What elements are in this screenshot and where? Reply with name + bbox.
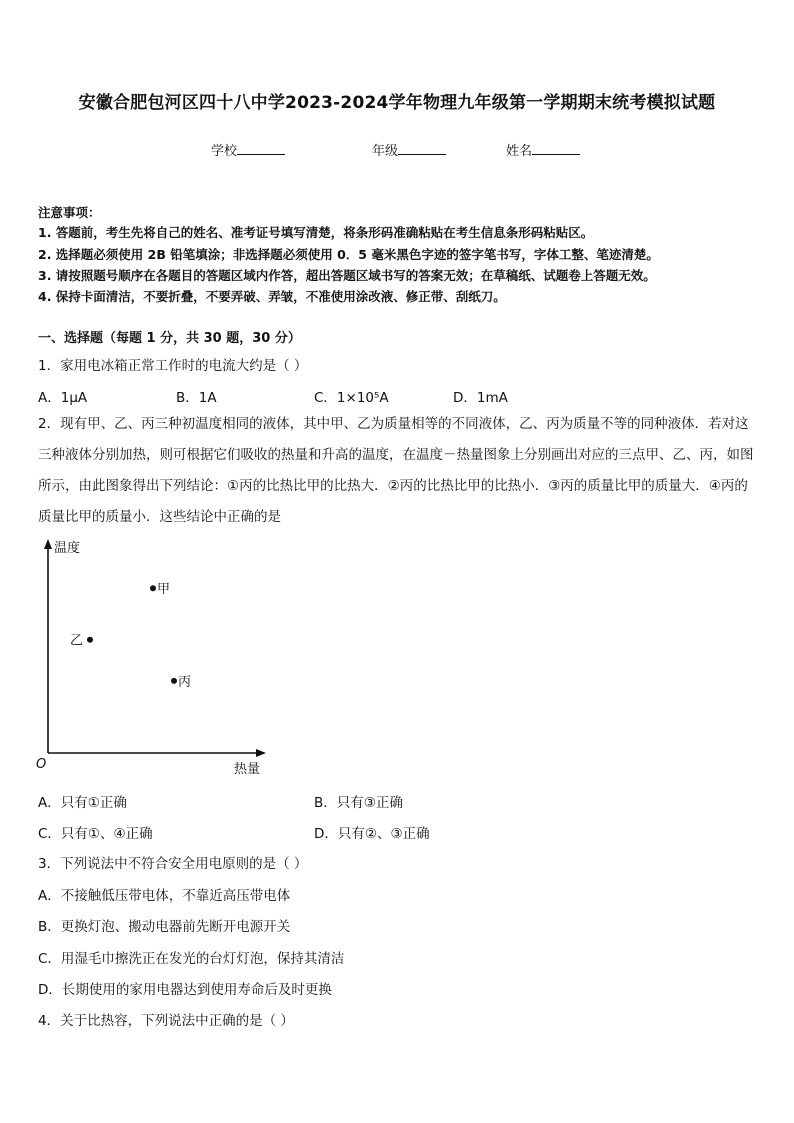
grade-blank[interactable] <box>398 141 446 155</box>
data-point-label: 丙 <box>178 674 192 690</box>
page-title: 安徽合肥包河区四十八中学2023-2024学年物理九年级第一学期期末统考模拟试题 <box>78 93 716 113</box>
grade-label: 年级 <box>372 144 399 159</box>
school-blank[interactable] <box>237 141 285 155</box>
y-axis-label: 温度 <box>54 541 81 556</box>
question-1-stem: 1．家用电冰箱正常工作时的电流大约是（ ） <box>38 358 308 374</box>
data-point-label: 甲 <box>157 582 171 598</box>
question-1-option-b: B．1A <box>176 390 217 406</box>
note-item: 4. 保持卡面清洁，不要折叠，不要弄破、弄皱，不准使用涂改液、修正带、刮纸刀。 <box>38 289 506 304</box>
temperature-heat-chart <box>34 535 284 780</box>
school-label: 学校 <box>211 144 238 159</box>
name-label: 姓名 <box>506 144 533 159</box>
question-2-option-b: B．只有③正确 <box>314 795 403 811</box>
x-axis-arrow <box>256 749 266 757</box>
data-point-label: 乙 <box>69 633 83 649</box>
question-3-stem: 3．下列说法中不符合安全用电原则的是（ ） <box>38 856 308 872</box>
question-2-option-d: D．只有②、③正确 <box>314 826 430 842</box>
y-axis-arrow <box>44 539 52 549</box>
note-item: 1. 答题前，考生先将自己的姓名、准考证号填写清楚，将条形码准确粘贴在考生信息条形码粘贴区。 <box>38 225 594 240</box>
name-field <box>506 140 580 159</box>
data-point-甲 <box>150 585 156 591</box>
question-3-option-b: B．更换灯泡、搬动电器前先断开电源开关 <box>38 919 291 935</box>
school-field <box>211 140 285 159</box>
question-2-option-a: A．只有①正确 <box>38 795 127 811</box>
question-1-option-c: C．1×10⁵A <box>314 390 389 406</box>
question-3-option-d: D．长期使用的家用电器达到使用寿命后及时更换 <box>38 982 332 998</box>
section-title: 一、选择题（每题 1 分，共 30 题，30 分） <box>38 331 301 346</box>
question-3-option-c: C．用湿毛巾擦洗正在发光的台灯灯泡，保持其清洁 <box>38 951 345 967</box>
x-axis-label: 热量 <box>234 762 261 777</box>
grade-field <box>372 140 446 159</box>
name-blank[interactable] <box>532 141 580 155</box>
question-1-option-a: A．1μA <box>38 390 88 406</box>
question-3-option-a: A．不接触低压带电体，不靠近高压带电体 <box>38 888 291 904</box>
data-point-乙 <box>87 637 93 643</box>
question-1-option-d: D．1mA <box>453 390 508 406</box>
note-item: 2. 选择题必须使用 2B 铅笔填涂；非选择题必须使用 0．5 毫米黑色字迹的签字笔书写，字体工整、笔迹清楚。 <box>38 247 659 262</box>
question-2-stem: 2．现有甲、乙、丙三种初温度相同的液体，其中甲、乙为质量相等的不同液体，乙、丙为质量不等的同种液体．若对这三种液体分别加热，则可根据它们吸收的热量和升高的温度，在温度－热量图象上分别画出对应的三点甲、乙、丙，如图所示，由此图象得出下列结论：①丙的比热比甲的比热大．②丙的比热比甲的比热小．③丙的质量比甲的质量大．④丙的质量比甲的质量小．这些结论中正确的是 <box>38 416 754 525</box>
note-item: 3. 请按照题号顺序在各题目的答题区域内作答，超出答题区域书写的答案无效；在草稿纸、试题卷上答题无效。 <box>38 268 656 283</box>
data-point-丙 <box>171 678 177 684</box>
notes-title: 注意事项： <box>38 205 101 220</box>
origin-label: O <box>36 757 47 772</box>
question-4-stem: 4．关于比热容，下列说法中正确的是（ ） <box>38 1013 294 1029</box>
question-2-option-c: C．只有①、④正确 <box>38 826 153 842</box>
